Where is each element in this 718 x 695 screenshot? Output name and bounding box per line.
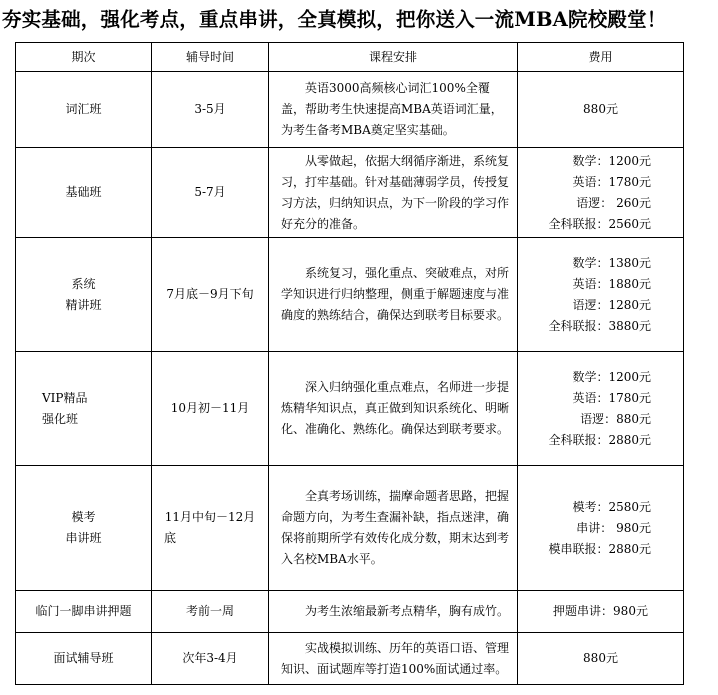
fee-line: 押题串讲：980元 xyxy=(553,604,648,618)
fee-line: 数学：1200元 xyxy=(572,153,651,168)
arrangement-cell xyxy=(269,72,518,148)
header-fee: 费用 xyxy=(518,43,684,72)
time-cell xyxy=(152,633,269,685)
course-schedule-table xyxy=(15,42,684,685)
fee-line: 英语：1780元 xyxy=(572,174,651,189)
arrangement-cell xyxy=(269,352,518,466)
time-cell xyxy=(152,466,269,591)
session-name: 模考 xyxy=(71,510,96,524)
session-name: 面试辅导班 xyxy=(53,651,114,665)
table-row xyxy=(16,148,684,238)
fee-line: 英语：1880元 xyxy=(572,276,651,291)
arrangement-cell xyxy=(269,238,518,352)
time-text: 3-5月 xyxy=(194,102,226,116)
fee-line: 英语：1780元 xyxy=(572,390,651,405)
time-text: 11月中旬－12月 xyxy=(164,510,256,524)
arrangement-text: 从零做起，依据大纲循序渐进，系统复习，打牢基础。针对基础薄弱学员，传授复习方法，归纳知识点，为下一阶段的学习作好充分的准备。 xyxy=(281,153,510,231)
session-name: 基础班 xyxy=(65,185,102,199)
fee-line: 全科联报：3880元 xyxy=(548,318,651,333)
session-name: 精讲班 xyxy=(65,297,102,312)
fee-line: 模串联报：2880元 xyxy=(548,541,651,556)
fee-line: 语逻：880元 xyxy=(580,411,651,426)
time-cell xyxy=(152,591,269,633)
fee-line: 语逻：1280元 xyxy=(572,297,651,312)
fee-cell xyxy=(518,591,684,633)
session-name-cell xyxy=(16,352,152,466)
fee-cell xyxy=(518,466,684,591)
header-time: 辅导时间 xyxy=(152,43,269,72)
fee-line: 模考：2580元 xyxy=(572,499,651,514)
time-cell xyxy=(152,238,269,352)
time-text: 5-7月 xyxy=(194,185,226,199)
table-row xyxy=(16,466,684,591)
time-cell xyxy=(152,148,269,238)
session-name: VIP精品 xyxy=(42,390,88,405)
table-row xyxy=(16,72,684,148)
arrangement-cell xyxy=(269,466,518,591)
arrangement-text: 全真考场训练，揣摩命题者思路，把握命题方向，为考生查漏补缺，指点迷津，确保将前期所学有效传化成分数，期末达到考入名校MBA水平。 xyxy=(281,489,510,566)
fee-cell xyxy=(518,72,684,148)
session-name-cell xyxy=(16,238,152,352)
arrangement-text: 深入归纳强化重点难点，名师进一步提炼精华知识点，真正做到知识系统化、明晰化、准确化、熟练化。确保达到联考要求。 xyxy=(281,380,510,436)
session-name-cell xyxy=(16,633,152,685)
arrangement-cell xyxy=(269,591,518,633)
arrangement-text: 系统复习，强化重点、突破难点，对所学知识进行归纳整理，侧重于解题速度与准确度的熟练结合，确保达到联考目标要求。 xyxy=(281,266,510,322)
fee-line: 数学：1380元 xyxy=(572,255,651,270)
arrangement-cell xyxy=(269,633,518,685)
header-session: 期次 xyxy=(16,43,152,72)
fee-line: 880元 xyxy=(583,102,618,116)
session-name: 词汇班 xyxy=(65,102,102,116)
fee-cell xyxy=(518,238,684,352)
fee-line: 880元 xyxy=(583,651,618,665)
session-name-cell xyxy=(16,466,152,591)
arrangement-text: 英语3000高频核心词汇100%全覆盖，帮助考生快速提高MBA英语词汇量，为考生备考MBA奠定坚实基础。 xyxy=(281,81,503,137)
fee-line: 全科联报：2560元 xyxy=(548,216,651,231)
fee-line: 全科联报：2880元 xyxy=(548,432,651,447)
fee-cell xyxy=(518,352,684,466)
time-text: 底 xyxy=(164,531,177,545)
arrangement-cell xyxy=(269,148,518,238)
time-text: 7月底－9月下旬 xyxy=(166,287,254,301)
fee-cell xyxy=(518,633,684,685)
table-row xyxy=(16,352,684,466)
session-name-cell xyxy=(16,591,152,633)
page-title: 夯实基础，强化考点，重点串讲，全真模拟，把你送入一流MBA院校殿堂！ xyxy=(2,8,667,31)
table-row xyxy=(16,591,684,633)
session-name: 系统 xyxy=(71,276,96,291)
arrangement-text: 为考生浓缩最新考点精华，胸有成竹。 xyxy=(305,604,510,618)
arrangement-text: 实战模拟训练、历年的英语口语、管理知识、面试题库等打造100%面试通过率。 xyxy=(281,640,510,676)
session-name-cell xyxy=(16,148,152,238)
table-row xyxy=(16,633,684,685)
session-name: 强化班 xyxy=(42,411,79,426)
time-text: 次年3-4月 xyxy=(182,651,238,665)
fee-line: 语逻： 260元 xyxy=(576,195,651,210)
header-arrangement: 课程安排 xyxy=(269,43,518,72)
fee-line: 数学：1200元 xyxy=(572,369,651,384)
time-cell xyxy=(152,352,269,466)
fee-line: 串讲： 980元 xyxy=(576,520,651,535)
table-header-row xyxy=(16,43,684,72)
session-name: 临门一脚串讲押题 xyxy=(35,604,132,618)
session-name: 串讲班 xyxy=(65,531,102,545)
table-row xyxy=(16,238,684,352)
session-name-cell xyxy=(16,72,152,148)
time-text: 10月初－11月 xyxy=(170,401,250,415)
time-cell xyxy=(152,72,269,148)
fee-cell xyxy=(518,148,684,238)
time-text: 考前一周 xyxy=(185,604,234,618)
